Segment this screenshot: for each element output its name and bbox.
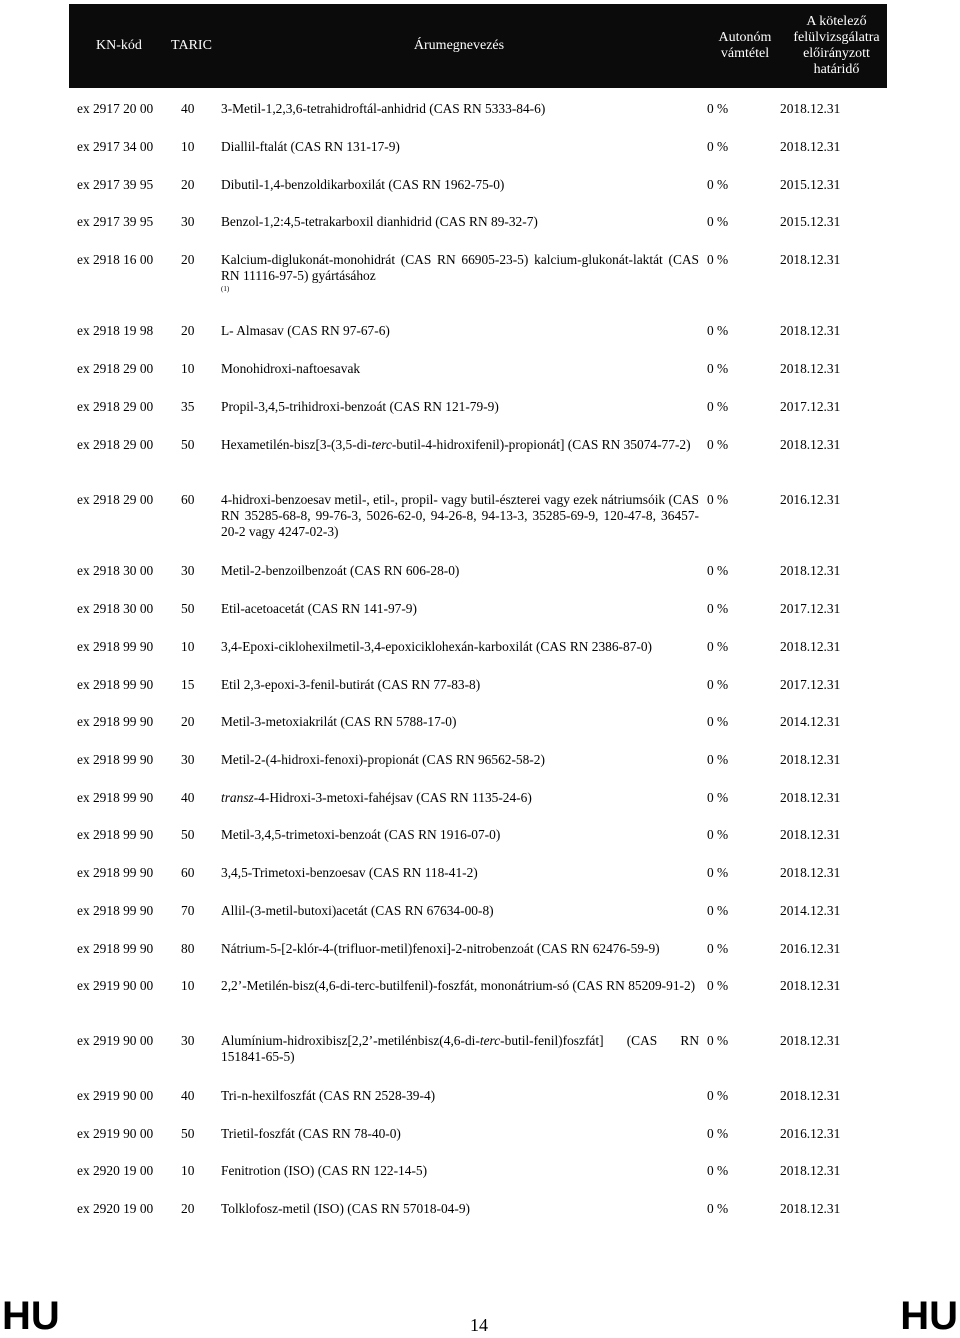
- rate: 0 %: [707, 492, 729, 507]
- deadline: 2018.12.31: [780, 639, 841, 654]
- deadline: 2018.12.31: [780, 563, 841, 578]
- description: Benzol-1,2:4,5-tetrakarboxil dianhidrid (CAS RN 89-32-7): [221, 214, 538, 229]
- description: Monohidroxi-naftoesavak: [221, 361, 361, 376]
- rate: 0 %: [707, 677, 729, 692]
- taric-code: 10: [181, 361, 195, 376]
- kn-code: ex 2918 16 00: [77, 252, 154, 267]
- kn-code: ex 2918 19 98: [77, 323, 154, 338]
- kn-code: ex 2918 29 00: [77, 492, 154, 507]
- rate: 0 %: [707, 139, 729, 154]
- description: [221, 437, 699, 453]
- taric-code: 10: [181, 1163, 195, 1178]
- description: Metil-2-benzoilbenzoát (CAS RN 606-28-0): [221, 563, 460, 578]
- description-part: -4-Hidroxi-3-metoxi-fahéjsav (CAS RN 1135-24-6): [253, 790, 532, 805]
- rate: 0 %: [707, 827, 729, 842]
- deadline: 2015.12.31: [780, 177, 841, 192]
- rate: 0 %: [707, 601, 729, 616]
- taric-code: 10: [181, 139, 195, 154]
- kn-code: ex 2918 99 90: [77, 903, 154, 918]
- deadline: 2017.12.31: [780, 601, 841, 616]
- description-part: -butil-fenil)foszfát] (CAS RN 151841-65-5): [221, 1033, 699, 1064]
- taric-code: 20: [181, 252, 195, 267]
- kn-code: ex 2917 39 95: [77, 177, 154, 192]
- description: Tolklofosz-metil (ISO) (CAS RN 57018-04-9): [221, 1201, 470, 1216]
- deadline: 2016.12.31: [780, 492, 841, 507]
- taric-code: 50: [181, 437, 195, 452]
- kn-code: ex 2918 99 90: [77, 714, 154, 729]
- page-number: 14: [470, 1315, 488, 1335]
- rate: 0 %: [707, 865, 729, 880]
- kn-code: ex 2918 30 00: [77, 601, 154, 616]
- taric-code: 40: [181, 790, 195, 805]
- description-part: Hexametilén-bisz[3-(3,5-di-: [221, 437, 372, 452]
- deadline: 2015.12.31: [780, 214, 841, 229]
- description: [221, 252, 699, 294]
- kn-code: ex 2918 99 90: [77, 639, 154, 654]
- kn-code: ex 2918 99 90: [77, 790, 154, 805]
- taric-code: 60: [181, 865, 195, 880]
- deadline: 2018.12.31: [780, 437, 841, 452]
- description: [221, 1033, 699, 1065]
- rate: 0 %: [707, 1201, 729, 1216]
- rate: 0 %: [707, 790, 729, 805]
- deadline: 2018.12.31: [780, 978, 841, 993]
- header-taric: TARIC: [171, 38, 212, 53]
- taric-code: 30: [181, 563, 195, 578]
- rate: 0 %: [707, 101, 729, 116]
- taric-code: 70: [181, 903, 195, 918]
- deadline: 2018.12.31: [780, 323, 841, 338]
- deadline: 2017.12.31: [780, 399, 841, 414]
- kn-code: ex 2918 30 00: [77, 563, 154, 578]
- description: Metil-3,4,5-trimetoxi-benzoát (CAS RN 1916-07-0): [221, 827, 501, 842]
- description-italic: terc: [371, 437, 392, 452]
- taric-code: 60: [181, 492, 195, 507]
- description-part: -butil-4-hidroxifenil)-propionát] (CAS RN 35074-77-2): [391, 437, 691, 452]
- deadline: 2018.12.31: [780, 1088, 841, 1103]
- description: 3,4,5-Trimetoxi-benzoesav (CAS RN 118-41-2): [221, 865, 478, 880]
- description-italic: transz: [221, 790, 254, 805]
- deadline: 2018.12.31: [780, 752, 841, 767]
- description: Etil 2,3-epoxi-3-fenil-butirát (CAS RN 77-83-8): [221, 677, 481, 692]
- taric-code: 20: [181, 1201, 195, 1216]
- description: Metil-2-(4-hidroxi-fenoxi)-propionát (CAS RN 96562-58-2): [221, 752, 545, 767]
- kn-code: ex 2918 99 90: [77, 865, 154, 880]
- description: L- Almasav (CAS RN 97-67-6): [221, 323, 390, 338]
- taric-code: 20: [181, 177, 195, 192]
- deadline: 2018.12.31: [780, 865, 841, 880]
- rate: 0 %: [707, 214, 729, 229]
- footer-language-right: HU: [900, 1294, 958, 1338]
- taric-code: 50: [181, 827, 195, 842]
- description: Dibutil-1,4-benzoldikarboxilát (CAS RN 1962-75-0): [221, 177, 505, 192]
- kn-code: ex 2917 34 00: [77, 139, 154, 154]
- kn-code: ex 2918 99 90: [77, 827, 154, 842]
- description: Tri-n-hexilfoszfát (CAS RN 2528-39-4): [221, 1088, 436, 1103]
- kn-code: ex 2919 90 00: [77, 1088, 154, 1103]
- kn-code: ex 2918 29 00: [77, 437, 154, 452]
- description: Trietil-foszfát (CAS RN 78-40-0): [221, 1126, 401, 1141]
- description-italic: terc: [479, 1033, 501, 1048]
- description: 3,4-Epoxi-ciklohexilmetil-3,4-epoxiciklohexán-karboxilát (CAS RN 2386-87-0): [221, 639, 653, 654]
- deadline: 2016.12.31: [780, 941, 841, 956]
- rate: 0 %: [707, 903, 729, 918]
- header-kn-code: KN-kód: [96, 38, 142, 53]
- table-header: [69, 4, 887, 88]
- deadline: 2018.12.31: [780, 361, 841, 376]
- kn-code: ex 2918 99 90: [77, 752, 154, 767]
- kn-code: ex 2918 29 00: [77, 399, 154, 414]
- rate: 0 %: [707, 437, 729, 452]
- deadline: 2017.12.31: [780, 677, 841, 692]
- description: Fenitrotion (ISO) (CAS RN 122-14-5): [221, 1163, 428, 1178]
- deadline: 2018.12.31: [780, 101, 841, 116]
- deadline: 2014.12.31: [780, 714, 841, 729]
- taric-code: 50: [181, 1126, 195, 1141]
- description: 4-hidroxi-benzoesav metil-, etil-, propil- vagy butil-észterei vagy ezek nátriumsóik (CAS RN 35285-68-8, 99-76-3, 5026-62-0, 94-26-8, 94-13-3, 35285-69-9, 120-47-8, 36457-20-2 vagy 4247-02-3): [221, 492, 699, 539]
- taric-code: 20: [181, 714, 195, 729]
- kn-code: ex 2920 19 00: [77, 1163, 154, 1178]
- description: Etil-acetoacetát (CAS RN 141-97-9): [221, 601, 417, 616]
- rate: 0 %: [707, 941, 729, 956]
- deadline: 2018.12.31: [780, 252, 841, 267]
- deadline: 2018.12.31: [780, 1201, 841, 1216]
- footer-language-left: HU: [2, 1294, 60, 1338]
- rate: 0 %: [707, 1088, 729, 1103]
- rate: 0 %: [707, 361, 729, 376]
- rate: 0 %: [707, 1033, 729, 1048]
- taric-code: 10: [181, 639, 195, 654]
- deadline: 2018.12.31: [780, 1033, 841, 1048]
- deadline: 2018.12.31: [780, 139, 841, 154]
- rate: 0 %: [707, 978, 729, 993]
- deadline: 2018.12.31: [780, 827, 841, 842]
- rate: 0 %: [707, 399, 729, 414]
- taric-code: 15: [181, 677, 195, 692]
- description: Diallil-ftalát (CAS RN 131-17-9): [221, 139, 400, 154]
- taric-code: 40: [181, 1088, 195, 1103]
- deadline: 2014.12.31: [780, 903, 841, 918]
- taric-code: 30: [181, 214, 195, 229]
- description-part: Alumínium-hidroxibisz[2,2’-metilénbisz(4,6-di-: [221, 1033, 480, 1048]
- taric-code: 35: [181, 399, 195, 414]
- taric-code: 40: [181, 101, 195, 116]
- rate: 0 %: [707, 1126, 729, 1141]
- rate: 0 %: [707, 1163, 729, 1178]
- rate: 0 %: [707, 563, 729, 578]
- kn-code: ex 2918 99 90: [77, 677, 154, 692]
- deadline: 2018.12.31: [780, 790, 841, 805]
- description: 2,2’-Metilén-bisz(4,6-di-terc-butilfenil)-foszfát, mononátrium-só (CAS RN 85209-91-2): [221, 978, 696, 993]
- kn-code: ex 2919 90 00: [77, 1033, 154, 1048]
- kn-code: ex 2920 19 00: [77, 1201, 154, 1216]
- description: 3-Metil-1,2,3,6-tetrahidroftál-anhidrid (CAS RN 5333-84-6): [221, 101, 546, 116]
- taric-code: 80: [181, 941, 195, 956]
- description: Allil-(3-metil-butoxi)acetát (CAS RN 67634-00-8): [221, 903, 494, 918]
- rate: 0 %: [707, 252, 729, 267]
- taric-code: 20: [181, 323, 195, 338]
- deadline: 2018.12.31: [780, 1163, 841, 1178]
- header-rate: Autonóm vámtétel: [718, 30, 772, 61]
- taric-code: 30: [181, 752, 195, 767]
- kn-code: ex 2918 29 00: [77, 361, 154, 376]
- taric-code: 10: [181, 978, 195, 993]
- deadline: 2016.12.31: [780, 1126, 841, 1141]
- kn-code: ex 2918 99 90: [77, 941, 154, 956]
- description: Propil-3,4,5-trihidroxi-benzoát (CAS RN 121-79-9): [221, 399, 499, 414]
- header-deadline: A kötelező felülvizsgálatra előirányzott határidő: [793, 14, 880, 77]
- rate: 0 %: [707, 714, 729, 729]
- description: Nátrium-5-[2-klór-4-(trifluor-metil)fenoxi]-2-nitrobenzoát (CAS RN 62476-59-9): [221, 941, 660, 956]
- kn-code: ex 2917 39 95: [77, 214, 154, 229]
- rate: 0 %: [707, 752, 729, 767]
- taric-code: 50: [181, 601, 195, 616]
- rate: 0 %: [707, 323, 729, 338]
- rate: 0 %: [707, 639, 729, 654]
- kn-code: ex 2917 20 00: [77, 101, 154, 116]
- description: Metil-3-metoxiakrilát (CAS RN 5788-17-0): [221, 714, 457, 729]
- taric-code: 30: [181, 1033, 195, 1048]
- rate: 0 %: [707, 177, 729, 192]
- kn-code: ex 2919 90 00: [77, 1126, 154, 1141]
- footnote-marker: (1): [221, 285, 230, 293]
- header-description: Árumegnevezés: [413, 38, 505, 53]
- description-text: Kalcium-diglukonát-monohidrát (CAS RN 66905-23-5) kalcium-glukonát-laktát (CAS RN 11116-97-5) gyártásához: [221, 252, 699, 283]
- description: [221, 790, 532, 806]
- kn-code: ex 2919 90 00: [77, 978, 154, 993]
